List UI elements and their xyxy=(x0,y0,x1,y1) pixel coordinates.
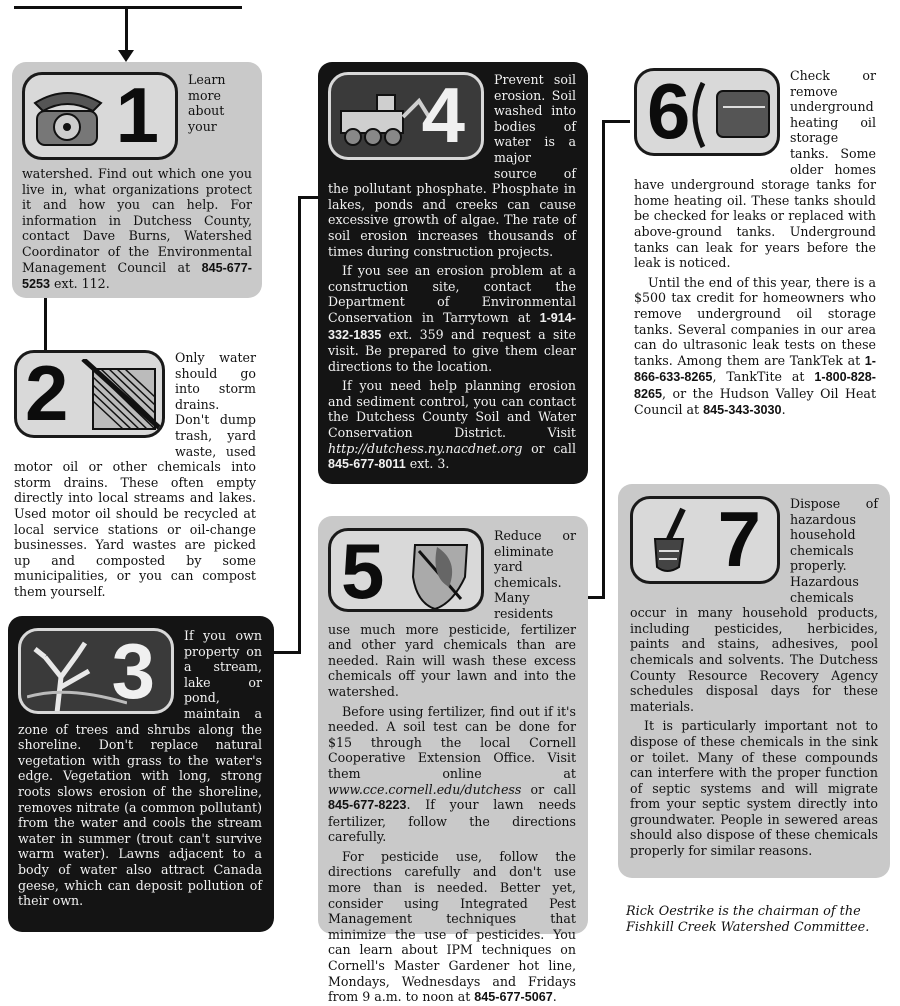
paragraph-text: Only water should go into storm drains. Don't dump trash, yard waste, used motor oil or other chemicals into storm drains. These often empty directly into local streams and lakes. Used motor oil should be recycled at local service stations or oil-change businesses. Yard wastes are picked up and composted by some municipalities, or you can compost them yourself. xyxy=(14,350,256,599)
phone-number: 1-914-332-1835 xyxy=(328,310,576,342)
step-4-badge xyxy=(328,72,484,160)
connector-5-6-vertical xyxy=(602,120,605,598)
connector-top-horizontal xyxy=(14,6,242,9)
paragraph-text: It is particularly important not to dispose of these chemicals in the sink or toilet. Many of these compounds can interfere with the proper function of septic systems and will migrate from your septic system directly into groundwater. People in sewered areas should also dispose of these chemicals properly for similar reasons. xyxy=(630,718,878,859)
step-4-box xyxy=(318,62,588,484)
step-1-badge xyxy=(22,72,178,160)
connector-3-4-vertical xyxy=(298,196,301,654)
paragraph-text: Dispose of hazardous household chemicals properly. Hazardous chemicals occur in many household products, including pesticides, herbicides, paints and stains, adhesives, pool chemicals and solvents. The Dutchess County Resource Recovery Agency schedules disposal days for these materials. xyxy=(630,496,878,714)
telephone-icon xyxy=(31,81,111,153)
step-5-number: 5 xyxy=(341,528,385,612)
web-link[interactable]: www.cce.cornell.edu/dutchess xyxy=(328,781,522,797)
paragraph-text: Before using fertilizer, find out if it's needed. A soil test can be done for $15 through the local Cornell Cooperative Extension Office. Visit them online at xyxy=(328,703,576,781)
step-3-badge xyxy=(18,628,174,714)
step-7-number: 7 xyxy=(717,496,761,583)
paintbrush-icon xyxy=(639,505,729,581)
paragraph-text: If you see an erosion problem at a construction site, contact the Department of Environmental Conservation in Tarrytown at xyxy=(328,263,576,325)
step-3-box xyxy=(8,616,274,932)
paragraph-text: , or the Hudson Valley Oil Heat Council at xyxy=(634,385,876,418)
arrow-down-icon xyxy=(118,50,134,62)
step-3-number: 3 xyxy=(111,628,155,714)
paragraph-text: ext. 112. xyxy=(50,276,110,292)
step-6-number: 6 xyxy=(647,68,691,155)
step-5-paragraph xyxy=(328,704,576,845)
step-2-box xyxy=(12,350,262,599)
paragraph-text: Reduce or eliminate yard chemicals. Many residents use much more pesticide, fertilizer and other yard chemicals than are needed. Rain will wash these excess chemicals off your lawn and into the watershed. xyxy=(328,528,576,699)
paragraph-text: If you need help planning erosion and sediment control, you can contact the Dutchess County Soil and Water Conservation District. Visit xyxy=(328,378,576,441)
phone-number: 845-343-3030 xyxy=(703,403,782,418)
step-2-number: 2 xyxy=(25,350,69,437)
step-5-paragraph xyxy=(328,849,576,1006)
web-link[interactable]: http://dutchess.ny.nacdnet.org xyxy=(328,440,523,456)
step-4-paragraph xyxy=(328,378,576,473)
step-5-box xyxy=(318,516,588,1005)
connector-top-vertical xyxy=(125,6,128,54)
paragraph-text: ext. 359 and request a site visit. Be prepared to give them clear directions to the location. xyxy=(328,326,576,374)
author-credit: Rick Oestrike is the chairman of the Fishkill Creek Watershed Committee. xyxy=(626,904,870,935)
connector-3-4-bottom xyxy=(274,651,301,654)
paragraph-text: . xyxy=(552,989,557,1005)
paragraph-text: or call xyxy=(522,440,576,456)
connector-1-2 xyxy=(44,298,47,352)
phone-number: 845-677-8011 xyxy=(328,457,406,472)
phone-number: 845-677-5067 xyxy=(474,990,553,1005)
paragraph-text: Check or remove underground heating oil storage tanks. Some older homes have underground storage tanks for home heating oil. These tanks should be checked for leaks or replaced with above-ground tanks. Underground tanks can leak for years before the leak is noticed. xyxy=(634,68,876,271)
step-1-box xyxy=(12,62,262,298)
step-5-badge xyxy=(328,528,484,612)
paragraph-text: Until the end of this year, there is a $500 tax credit for homeowners who remove underground oil storage tanks. Several companies in our area can do ultrasonic leak tests on these tanks. Among them are TankTek at xyxy=(634,274,876,368)
step-1-number: 1 xyxy=(115,72,159,159)
step-7-badge xyxy=(630,496,780,584)
paragraph-text: For pesticide use, follow the directions carefully and don't use more than is needed. Better yet, consider using Integrated Pest Management techniques that minimize the use of pesticides. You can learn about IPM techniques on Cornell's Master Gardener hot line, Mondays, Wednesdays and Fridays from 9 a.m. to noon at xyxy=(328,848,576,1005)
connector-5-6-bottom xyxy=(586,596,605,599)
paragraph-text: ext. 3. xyxy=(405,456,450,472)
paragraph-text: Prevent soil erosion. Soil washed into bodies of water is a major source of the pollutant phosphate. Phosphate in lakes, ponds and creeks can cause excessive growth of algae. The rate of soil erosion increases thousands of times during construction projects. xyxy=(328,72,576,259)
step-6-badge xyxy=(634,68,780,156)
step-7-box xyxy=(618,484,890,878)
phone-number: 845-677-8223 xyxy=(328,798,407,813)
step-2-badge xyxy=(14,350,165,438)
step-6-box xyxy=(630,66,882,462)
paragraph-text: If you own property on a stream, lake or pond, maintain a zone of trees and shrubs along the shoreline. Don't replace natural vegetation with grass to the water's edge. Vegetation with long, strong roots slows erosion of the shoreline, removes nitrate (a common pollutant) from the water and cools the stream water in summer (trout can't survive warm water). Lawns adjacent to a body of water also attract Canada geese, which can deposit pollution of their own. xyxy=(18,628,262,909)
phone-number: 1-800-828-8265 xyxy=(634,370,876,401)
step-6-paragraph xyxy=(634,275,876,419)
paragraph-text: . If your lawn needs fertilizer, follow the directions carefully. xyxy=(328,797,576,845)
paragraph-text: . xyxy=(781,402,786,418)
step-4-paragraph xyxy=(328,263,576,374)
paragraph-text: or call xyxy=(521,781,576,797)
phone-number: 1-866-633-8265 xyxy=(634,353,876,385)
paragraph-text: Learn more about your watershed. Find out which one you live in, what organizations protect it and how you can help. For information in Dutchess County, contact Dave Burns, Watershed Coordinator of the Environmental Management Council at xyxy=(22,72,252,275)
phone-number: 845-677-5253 xyxy=(22,260,252,292)
step-4-number: 4 xyxy=(421,72,465,159)
step-7-paragraph xyxy=(630,718,878,858)
connector-3-4-top xyxy=(298,196,318,199)
paragraph-text: , TankTite at xyxy=(712,369,815,385)
